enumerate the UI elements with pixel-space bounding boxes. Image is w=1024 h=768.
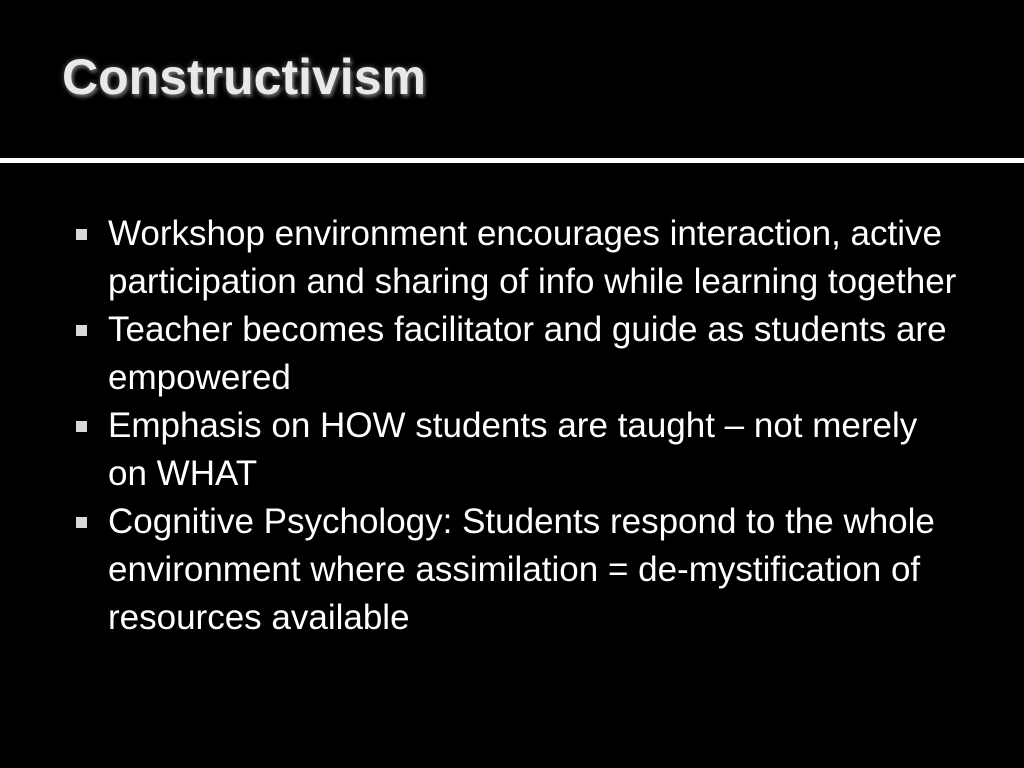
bullet-text: Teacher becomes facilitator and guide as students are empowered (108, 310, 947, 397)
square-bullet-icon (76, 517, 87, 528)
title-divider (0, 158, 1024, 163)
bullet-item (72, 402, 962, 498)
bullet-text: Emphasis on HOW students are taught – not merely on WHAT (108, 406, 918, 493)
bullet-list (72, 210, 962, 642)
slide-title: Constructivism (62, 49, 426, 105)
bullet-text: Workshop environment encourages interaction, active participation and sharing of info while learning together (108, 214, 957, 301)
square-bullet-icon (76, 421, 87, 432)
bullet-item (72, 210, 962, 306)
square-bullet-icon (76, 325, 87, 336)
bullet-item (72, 306, 962, 402)
square-bullet-icon (76, 229, 87, 240)
bullet-text: Cognitive Psychology: Students respond to the whole environment where assimilation = de-mystification of resources available (108, 502, 935, 637)
bullet-item (72, 498, 962, 642)
